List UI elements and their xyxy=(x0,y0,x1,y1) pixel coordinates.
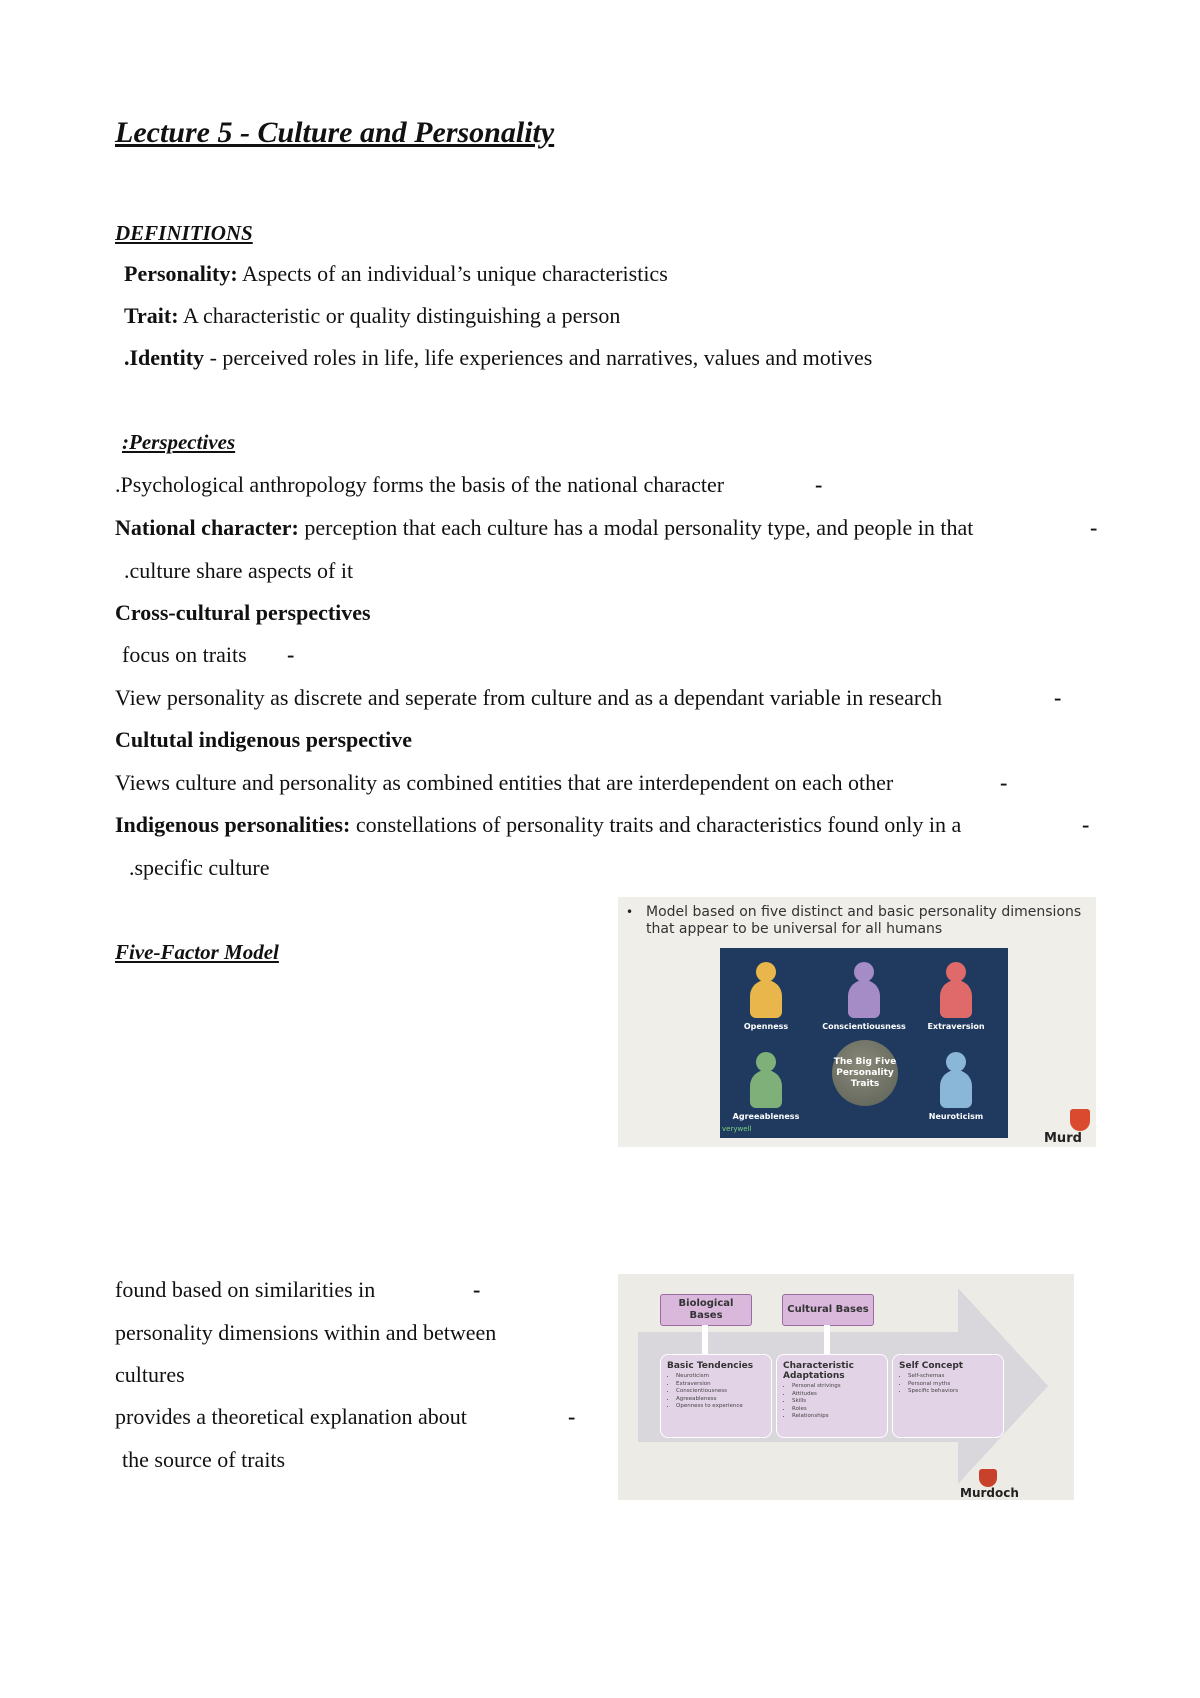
indigenous-personalities-continued: .specific culture xyxy=(129,855,270,880)
list-item: • Neuroticism xyxy=(676,1373,765,1381)
dash-marker: - xyxy=(473,1277,481,1302)
national-character-line xyxy=(115,515,973,541)
box-title: Self Concept xyxy=(899,1361,964,1371)
list-item: • Extraversion xyxy=(676,1381,765,1389)
extraversion-figure-icon xyxy=(934,962,978,1018)
definition-trait xyxy=(124,303,620,329)
five-factor-line-5: the source of traits xyxy=(122,1447,286,1472)
bullet-icon: • xyxy=(626,905,634,919)
watermark: verywell xyxy=(722,1125,752,1133)
dash-marker: - xyxy=(1082,812,1090,837)
openness-figure-icon xyxy=(744,962,788,1018)
cross-cultural-line-1: focus on traits xyxy=(122,642,247,667)
perspectives-heading: :Perspectives xyxy=(122,430,236,454)
cross-cultural-heading: Cross-cultural perspectives xyxy=(115,600,371,625)
dash-marker: - xyxy=(1090,515,1098,540)
list-item: • Self-schemas xyxy=(908,1373,997,1381)
connector xyxy=(824,1325,830,1355)
cross-cultural-line-2: View personality as discrete and seperate from culture and as a dependant variable in research xyxy=(115,685,942,710)
definitions-heading: DEFINITIONS xyxy=(115,221,253,245)
dash-marker: - xyxy=(568,1404,576,1429)
dash-marker: - xyxy=(1054,685,1062,710)
agreeableness-figure-icon xyxy=(744,1052,788,1108)
tag-biological-bases: Biological Bases xyxy=(660,1294,752,1326)
murdoch-logo-icon xyxy=(1070,1109,1090,1131)
box-title: Basic Tendencies xyxy=(667,1361,754,1371)
list-item: • Personal myths xyxy=(908,1381,997,1389)
national-character-continued: .culture share aspects of it xyxy=(124,558,354,583)
box-title: Characteristic Adaptations xyxy=(783,1361,854,1381)
list-item: • Attitudes xyxy=(792,1391,881,1399)
logo-text: Murdoch xyxy=(960,1486,1019,1500)
neuroticism-figure-icon xyxy=(934,1052,978,1108)
box-basic-tendencies xyxy=(660,1354,772,1438)
list-item: • Skills xyxy=(792,1398,881,1406)
five-factor-heading: Five-Factor Model xyxy=(115,940,279,964)
label-openness: Openness xyxy=(743,1022,789,1031)
list-item: • Conscientiousness xyxy=(676,1388,765,1396)
label-neuroticism: Neuroticism xyxy=(928,1112,984,1121)
indigenous-personalities-line xyxy=(115,812,961,838)
term-national-character: National character: xyxy=(115,515,299,540)
indigenous-line-1: Views culture and personality as combined entities that are interdependent on each other xyxy=(115,770,894,795)
perspective-line-1: .Psychological anthropology forms the basis of the national character xyxy=(115,472,725,497)
dash-marker: - xyxy=(1000,770,1008,795)
list-item: • Agreeableness xyxy=(676,1396,765,1404)
five-factor-line-3: cultures xyxy=(115,1362,185,1387)
tag-cultural-bases: Cultural Bases xyxy=(782,1294,874,1326)
list-item: • Relationships xyxy=(792,1413,881,1421)
term-indigenous-personalities: Indigenous personalities: xyxy=(115,812,351,837)
murdoch-logo-icon xyxy=(979,1469,997,1487)
term-personality: Personality: xyxy=(124,261,238,286)
ffm-theory-slide-image xyxy=(618,1274,1074,1500)
dash-marker: - xyxy=(287,642,295,667)
term-identity: .Identity xyxy=(124,345,205,370)
list-item: • Specific behaviors xyxy=(908,1388,997,1396)
label-agreeableness: Agreeableness xyxy=(732,1112,800,1121)
conscientiousness-figure-icon xyxy=(842,962,886,1018)
indigenous-heading: Cultutal indigenous perspective xyxy=(115,727,413,752)
big-five-slide-image xyxy=(618,897,1096,1147)
box-characteristic-adaptations xyxy=(776,1354,888,1438)
label-extraversion: Extraversion xyxy=(927,1022,985,1031)
list-item: • Roles xyxy=(792,1406,881,1414)
connector xyxy=(702,1325,708,1355)
list-item: • Personal strivings xyxy=(792,1383,881,1391)
box-self-concept xyxy=(892,1354,1004,1438)
big-five-center-label: The Big Five Personality Traits xyxy=(832,1040,898,1106)
definition-identity-text: - perceived roles in life, life experiences and narratives, values and motives xyxy=(204,345,873,370)
definition-personality-text: Aspects of an individual’s unique characteristics xyxy=(237,261,668,286)
big-five-panel xyxy=(720,948,1008,1138)
page-title: Lecture 5 - Culture and Personality xyxy=(115,116,555,149)
term-trait: Trait: xyxy=(124,303,179,328)
list-item: • Openness to experience xyxy=(676,1403,765,1411)
indigenous-personalities-text: constellations of personality traits and characteristics found only in a xyxy=(350,812,962,837)
logo-text: Murd xyxy=(1044,1131,1082,1146)
label-conscientiousness: Conscientiousness xyxy=(822,1022,906,1031)
five-factor-line-4: provides a theoretical explanation about xyxy=(115,1404,467,1429)
five-factor-line-1: found based on similarities in xyxy=(115,1277,376,1302)
dash-marker: - xyxy=(815,472,823,497)
national-character-text: perception that each culture has a modal personality type, and people in that xyxy=(298,515,974,540)
definition-trait-text: A characteristic or quality distinguishing a person xyxy=(178,303,621,328)
slide-caption: Model based on five distinct and basic personality dimensions that appear to be universal for all humans xyxy=(646,904,1082,937)
five-factor-line-2: personality dimensions within and between xyxy=(115,1320,497,1345)
definition-identity xyxy=(124,345,872,371)
definition-personality xyxy=(124,261,668,287)
